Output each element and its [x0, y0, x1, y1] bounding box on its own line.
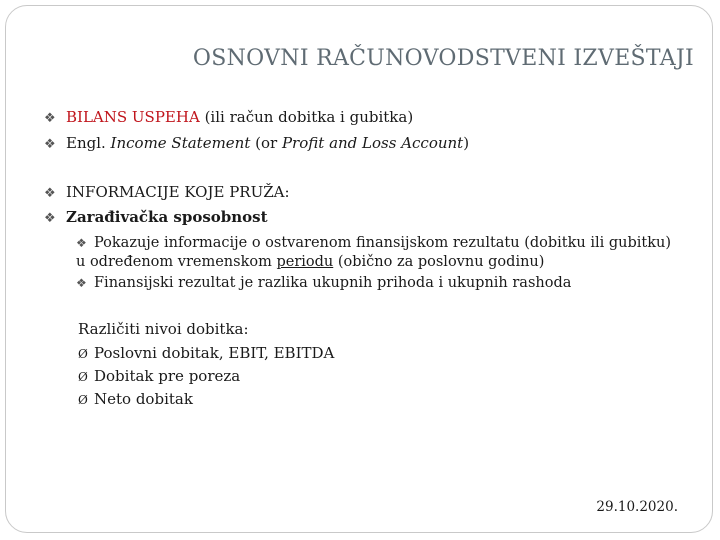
level-item-1: [78, 344, 334, 362]
arrow-icon: Ø: [78, 393, 88, 407]
slide-date: 29.10.2020.: [596, 499, 678, 515]
subitem-1-underlined: periodu: [276, 254, 334, 270]
bilans-line: [44, 108, 413, 126]
engl-prefix: Engl.: [66, 134, 111, 152]
subitem-2-text: Finansijski rezultat je razlika ukupnih prihoda i ukupnih rashoda: [94, 275, 572, 291]
zar-heading: Zarađivačka sposobnost: [66, 208, 268, 226]
bullet-icon: ❖: [44, 137, 56, 152]
zar-line: [44, 208, 268, 226]
info-heading: INFORMACIJE KOJE PRUŽA:: [66, 183, 290, 201]
levels-heading: Različiti nivoi dobitka:: [78, 320, 249, 338]
income-statement-term: Income Statement: [110, 134, 251, 152]
subitem-1: [76, 234, 676, 272]
level-item-2: [78, 367, 240, 385]
engl-line: [44, 134, 469, 152]
bullet-icon: ❖: [76, 236, 87, 250]
level-item-text: Poslovni dobitak, EBIT, EBITDA: [94, 344, 335, 362]
level-item-text: Dobitak pre poreza: [94, 367, 241, 385]
bullet-icon: ❖: [44, 211, 56, 226]
slide-title: OSNOVNI RAČUNOVODSTVENI IZVEŠTAJI: [192, 46, 694, 71]
bilans-label: BILANS USPEHA: [66, 108, 200, 126]
level-item-text: Neto dobitak: [94, 390, 193, 408]
engl-suffix: ): [463, 134, 470, 152]
bilans-rest: (ili račun dobitka i gubitka): [199, 108, 414, 126]
engl-mid: (or: [250, 134, 282, 152]
bullet-icon: ❖: [44, 111, 56, 126]
subitem-1-text-a: Pokazuje informacije o ostvarenom finansijskom rezultatu (dobitku ili gubitku) u određenom vremenskom: [76, 235, 672, 270]
subitem-2: [76, 274, 676, 293]
arrow-icon: Ø: [78, 347, 88, 361]
subitem-1-text-b: (obično za poslovnu godinu): [333, 254, 545, 270]
level-item-3: [78, 390, 193, 408]
bullet-icon: ❖: [76, 276, 87, 290]
info-line: [44, 183, 290, 201]
profit-loss-term: Profit and Loss Account: [281, 134, 464, 152]
bullet-icon: ❖: [44, 186, 56, 201]
arrow-icon: Ø: [78, 370, 88, 384]
